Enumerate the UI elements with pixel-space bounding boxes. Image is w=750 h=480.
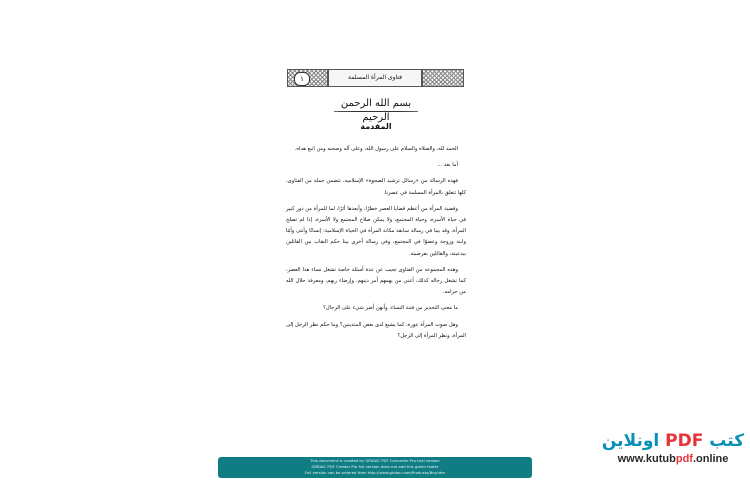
logo-url: www.kutubpdf.online <box>617 453 729 465</box>
header-ornament-left <box>287 69 328 87</box>
paragraph: أما بعد ... <box>437 162 458 169</box>
site-logo <box>598 430 748 466</box>
basmala: بسم الله الرحمن الرحيم <box>330 97 422 111</box>
page-header <box>287 69 464 87</box>
paragraph: فهذه الرسالة من «رسائل ترشيد الصحوة» الإسلامية، تتضمن جملة من الفتاوى، كلها تتعلق بالمرأة المسلمة في عصرنا. <box>286 178 466 196</box>
paragraph: وهذه المجموعة من الفتاوى تجيب عن عدة أسئلة خاصة تشغل نساء هذا العصر، كما تشغل رجاله كذلك، أعني من يهمهم أمر دينهم، وإرضاء ربهم، ومعرفة حلال الله من حرامه. <box>286 266 466 296</box>
paragraph: وهل صوت المرأة عورة، كما يشيع لدى بعض المتدينين؟ وما حكم نظر الرجل إلى المرأة، ونظر المرأة إلى الرجل؟ <box>286 321 466 339</box>
converter-watermark-banner <box>218 457 532 478</box>
header-ornament-right <box>422 69 464 87</box>
logo-name: كتب PDF اونلاين <box>601 431 745 451</box>
watermark-line: Full version can be ordered from http://www.girdac.com/Products/Buy.htm <box>304 470 446 475</box>
page-number: ١ <box>294 72 310 86</box>
watermark-line: This document is created by GIRDAC PDF Converter Pro trial version <box>310 458 440 463</box>
book-title: فتاوى المرأة المسلمة <box>348 74 402 81</box>
paragraph: الحمد لله، والصلاة والسلام على رسول الله، وعلى آله وصحبه ومن اتبع هداه. <box>294 146 458 152</box>
watermark-line: GIRDAC PDF Creator Pro full version does not add this green footer <box>311 464 439 469</box>
paragraph: وقضية المرأة من أعظم قضايا العصر خطرًا، وأبعدها أثرًا، لما للمرأة من دور كبير في حياة الأسرة، وحياة المجتمع، ولا يمكن صلاح المجتمع ولا الأسرة، إذا لم تصلح المرأة، وقد بينا في رسالة سابقة مكانة المرأة في الحياة الإسلامية: إنسانًا وأنثى وأمًا وابنة وزوجة وعضوًا في المجتمع، وفي رسالة أخرى بينا حكم النقاب بين القائلين ببدعيته، والقائلين بفرضيته. <box>286 205 466 257</box>
paragraph: ما معنى التحذير من فتنة النساء، وأنهن أضر شيء على الرجال؟ <box>323 305 458 312</box>
section-title: المقدمة <box>360 122 392 131</box>
body-text <box>286 144 466 347</box>
